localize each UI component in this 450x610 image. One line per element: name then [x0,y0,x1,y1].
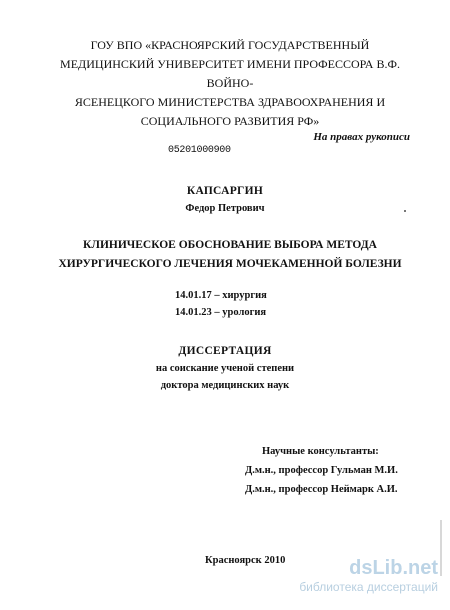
organization-line: МЕДИЦИНСКИЙ УНИВЕРСИТЕТ ИМЕНИ ПРОФЕССОРА В.Ф. ВОЙНО- [60,57,400,90]
city-year: Красноярск 2010 [205,555,286,566]
specialty-surgery: 14.01.17 – хирургия [175,290,267,301]
document-type: ДИССЕРТАЦИЯ [178,345,272,357]
organization-line: ГОУ ВПО «КРАСНОЯРСКИЙ ГОСУДАРСТВЕННЫЙ [90,38,370,52]
degree-line: на соискание ученой степени [155,363,295,374]
organization-line: ЯСЕНЕЦКОГО МИНИСТЕРСТВА ЗДРАВООХРАНЕНИЯ И [74,95,386,109]
title-line: ХИРУРГИЧЕСКОГО ЛЕЧЕНИЯ МОЧЕКАМЕННОЙ БОЛЕЗНИ [58,258,402,270]
author-surname: КАПСАРГИН [186,185,264,197]
watermark-subtitle: библиотека диссертаций [299,580,438,594]
watermark-logo: dsLib.net [349,557,438,579]
specialty-urology: 14.01.23 – урология [175,307,267,318]
scan-edge-line [440,520,442,576]
consultant-item: Д.м.н., профессор Неймарк А.И. [245,484,398,495]
consultant-item: Д.м.н., профессор Гульман М.И. [245,465,398,476]
scan-speck [404,210,406,212]
document-code: 05201000900 [168,145,231,156]
organization-header [60,36,400,131]
organization-line: СОЦИАЛЬНОГО РАЗВИТИЯ РФ» [140,114,320,128]
consultants-heading: Научные консультанты: [262,446,379,457]
title-line: КЛИНИЧЕСКОЕ ОБОСНОВАНИЕ ВЫБОРА МЕТОДА [83,239,377,251]
author-name: Федор Петрович [185,203,265,214]
dissertation-title [40,236,420,274]
degree-line: доктора медицинских наук [160,380,290,391]
watermark [299,558,438,594]
rights-note: На правах рукописи [313,131,410,143]
